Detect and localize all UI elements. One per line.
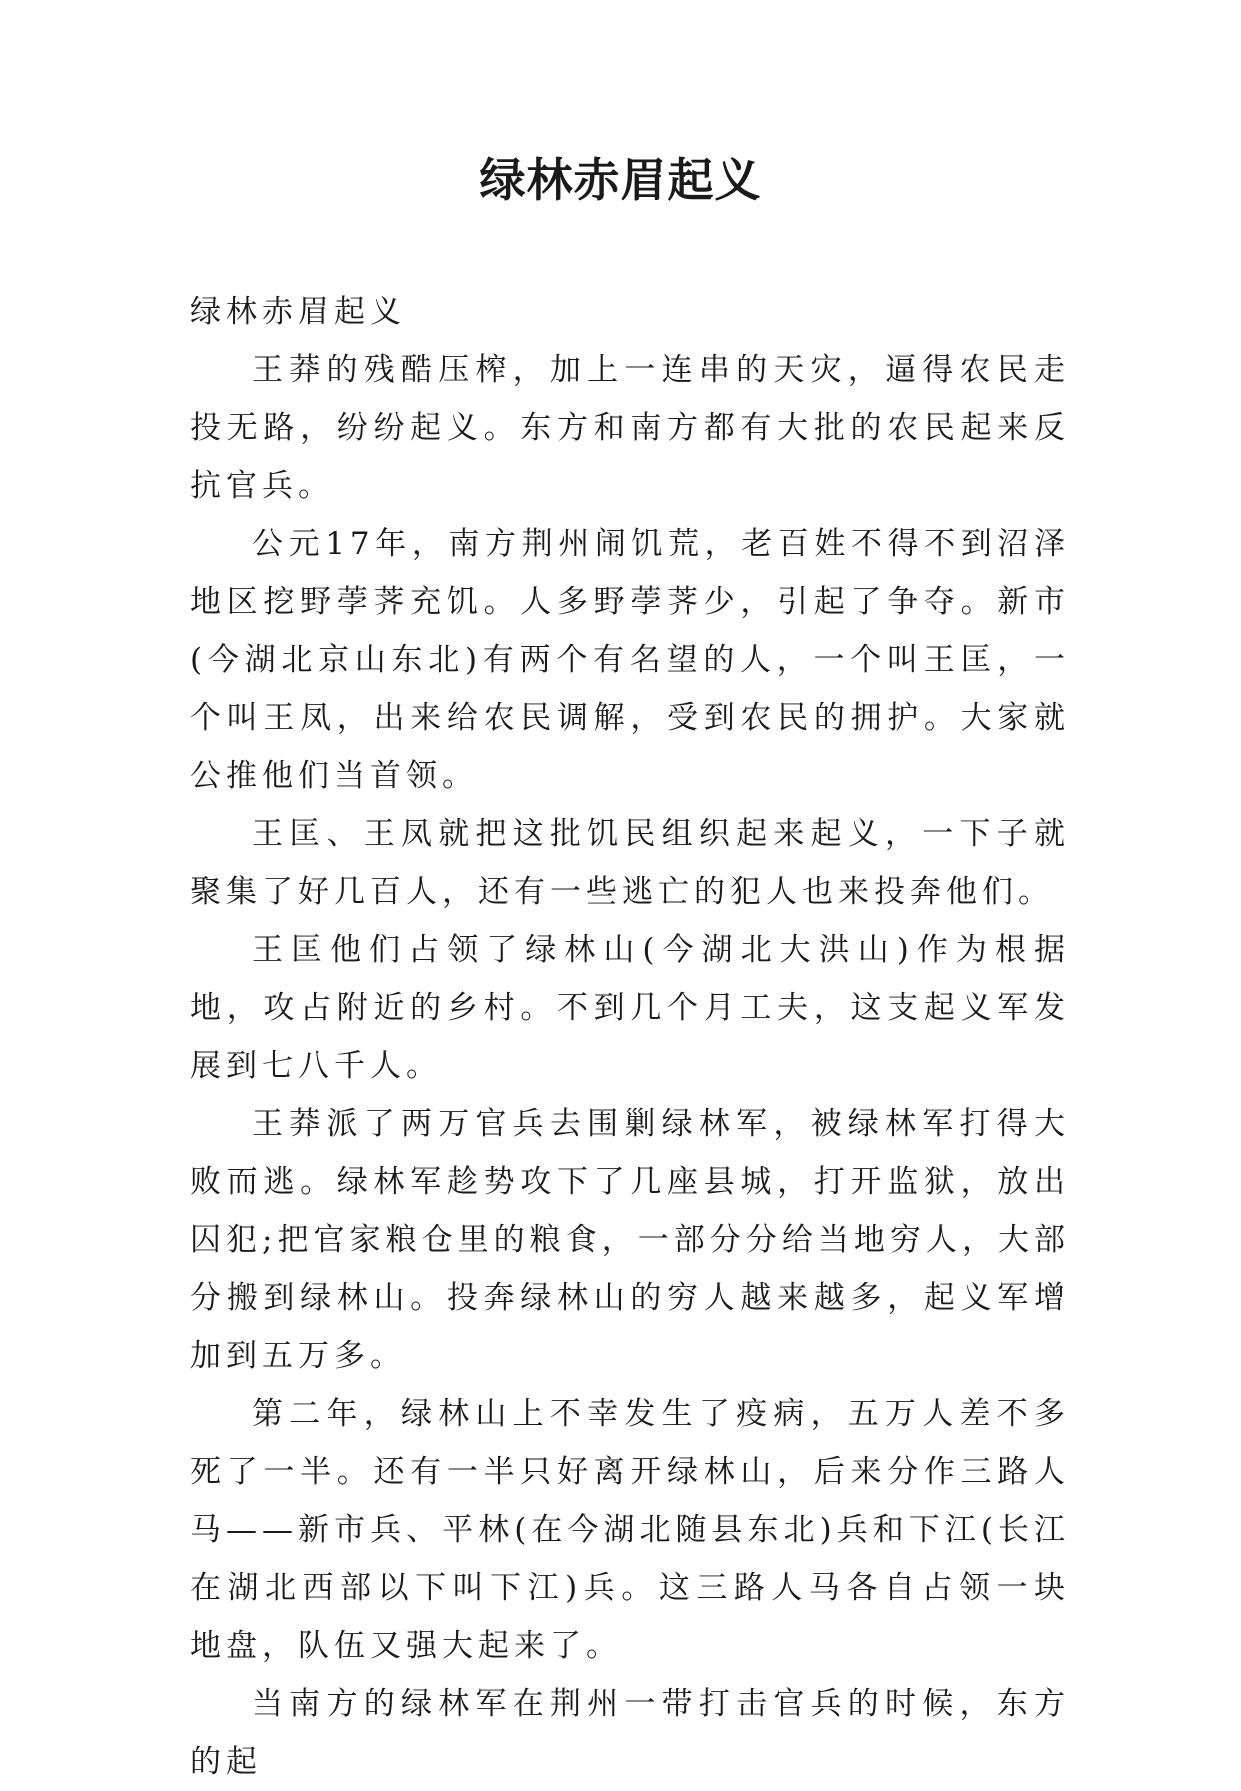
document-subtitle: 绿林赤眉起义 — [190, 294, 406, 330]
paragraph-2: 公元17年，南方荆州闹饥荒，老百姓不得不到沼泽地区挖野荸荠充饥。人多野荸荠少，引起了争夺。新市(今湖北京山东北)有两个有名望的人，一个叫王匡，一个叫王凤，出来给农民调解，受到农民的拥护。大家就公推他们当首领。 — [190, 526, 1070, 794]
document-body — [190, 283, 1070, 1791]
paragraph-1: 王莽的残酷压榨，加上一连串的天灾，逼得农民走投无路，纷纷起义。东方和南方都有大批的农民起来反抗官兵。 — [190, 352, 1070, 504]
paragraph-7: 当南方的绿林军在荆州一带打击官兵的时候，东方的起 — [190, 1686, 1070, 1780]
paragraph-5: 王莽派了两万官兵去围剿绿林军，被绿林军打得大败而逃。绿林军趁势攻下了几座县城，打开监狱，放出囚犯;把官家粮仓里的粮食，一部分分给当地穷人，大部分搬到绿林山。投奔绿林山的穷人越来越多，起义军增加到五万多。 — [190, 1106, 1070, 1374]
paragraph-6: 第二年，绿林山上不幸发生了疫病，五万人差不多死了一半。还有一半只好离开绿林山，后来分作三路人马——新市兵、平林(在今湖北随县东北)兵和下江(长江在湖北西部以下叫下江)兵。这三路人马各自占领一块地盘，队伍又强大起来了。 — [190, 1396, 1070, 1664]
paragraph-3: 王匡、王凤就把这批饥民组织起来起义，一下子就聚集了好几百人，还有一些逃亡的犯人也来投奔他们。 — [190, 816, 1070, 910]
page-title: 绿林赤眉起义 — [479, 153, 762, 207]
paragraph-4: 王匡他们占领了绿林山(今湖北大洪山)作为根据地，攻占附近的乡村。不到几个月工夫，这支起义军发展到七八千人。 — [190, 932, 1070, 1084]
